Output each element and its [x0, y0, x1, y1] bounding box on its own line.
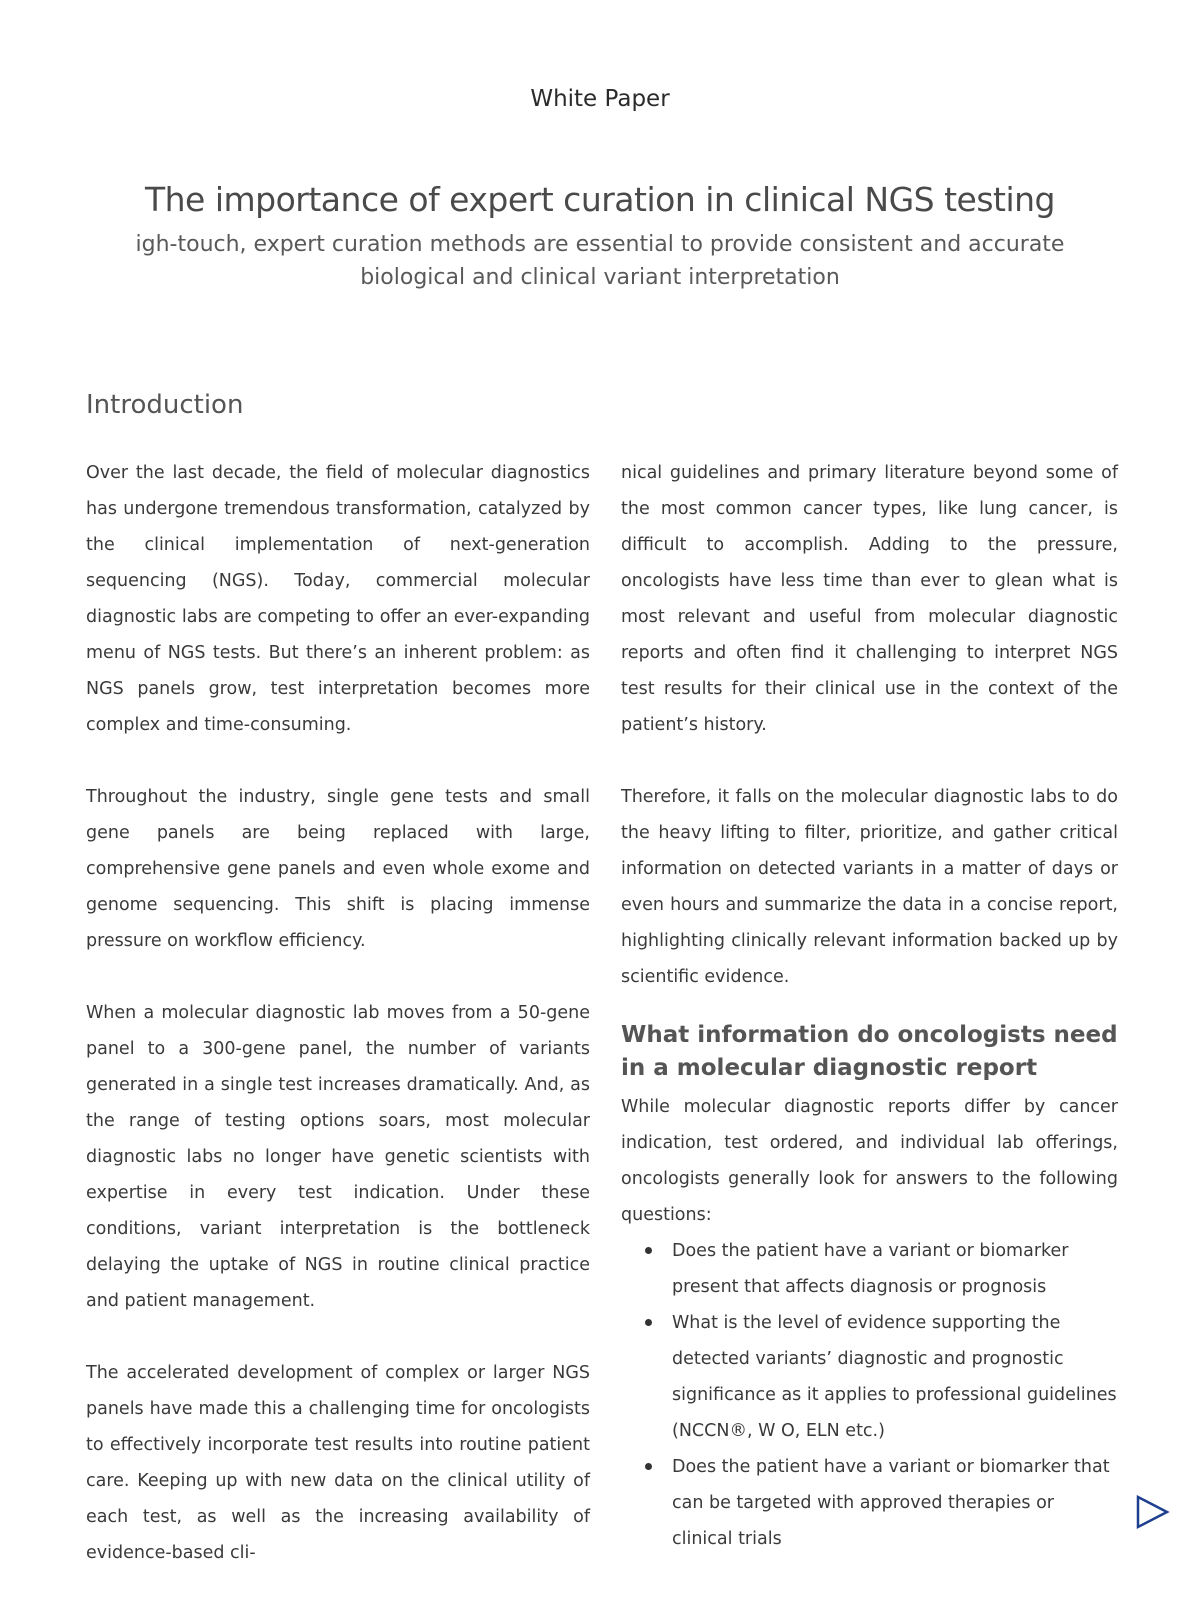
next-page-button[interactable]	[1134, 1494, 1170, 1530]
paragraph: When a molecular diagnostic lab moves from a 50-gene panel to a 300-gene panel, the number of variants generated in a single test increases dramatically. And, as the range of testing options soars, most molecular diagnostic labs no longer have genetic scientists with expertise in every test indication. Under these conditions, variant interpretation is the bottleneck delaying the uptake of NGS in routine clinical practice and patient management.	[86, 1003, 590, 1311]
right-column	[621, 455, 1118, 1557]
play-triangle-icon	[1134, 1494, 1170, 1530]
question-list	[621, 1233, 1118, 1557]
left-column	[86, 455, 590, 1607]
introduction-heading: Introduction	[86, 390, 244, 420]
paragraph: Therefore, it falls on the molecular diagnostic labs to do the heavy lifting to filter, prioritize, and gather critical information on detected variants in a matter of days or even hours and summarize the data in a concise report, highlighting clinically relevant information backed up by scientific evidence.	[621, 787, 1118, 987]
section-subheading: What information do oncologists need in a molecular diagnostic report	[621, 1022, 1118, 1081]
paragraph: Over the last decade, the field of molecular diagnostics has undergone tremendous transformation, catalyzed by the clinical implementation of next-generation sequencing (NGS). Today, commercial molecular diagnostic labs are competing to offer an ever-expanding menu of NGS tests. But there’s an inherent problem: as NGS panels grow, test interpretation becomes more complex and time-consuming.	[86, 463, 590, 735]
document-type-label: White Paper	[530, 86, 670, 112]
paragraph: Throughout the industry, single gene tests and small gene panels are being replaced with large, comprehensive gene panels and even whole exome and genome sequencing. This shift is placing immense pressure on workflow efficiency.	[86, 787, 590, 951]
paragraph: The accelerated development of complex or larger NGS panels have made this a challenging time for oncologists to effectively incorporate test results into routine patient care. Keeping up with new data on the clinical utility of each test, as well as the increasing availability of evidence-based cli-	[86, 1363, 590, 1563]
paragraph: While molecular diagnostic reports differ by cancer indication, test ordered, and individual lab offerings, oncologists generally look for answers to the following questions:	[621, 1097, 1118, 1225]
list-item: Does the patient have a variant or biomarker present that affects diagnosis or prognosis	[621, 1233, 1118, 1305]
paragraph: nical guidelines and primary literature beyond some of the most common cancer types, like lung cancer, is difficult to accomplish. Adding to the pressure, oncologists have less time than ever to glean what is most relevant and useful from molecular diagnostic reports and often find it challenging to interpret NGS test results for their clinical use in the context of the patient’s history.	[621, 463, 1118, 735]
list-item: Does the patient have a variant or biomarker that can be targeted with approved therapies or clinical trials	[621, 1449, 1118, 1557]
list-item: What is the level of evidence supporting the detected variants’ diagnostic and prognostic significance as it applies to professional guidelines (NCCN®, W O, ELN etc.)	[621, 1305, 1118, 1449]
page-subtitle: igh-touch, expert curation methods are essential to provide consistent and accurate biological and clinical variant interpretation	[135, 232, 1065, 290]
page-title: The importance of expert curation in clinical NGS testing	[144, 180, 1055, 219]
